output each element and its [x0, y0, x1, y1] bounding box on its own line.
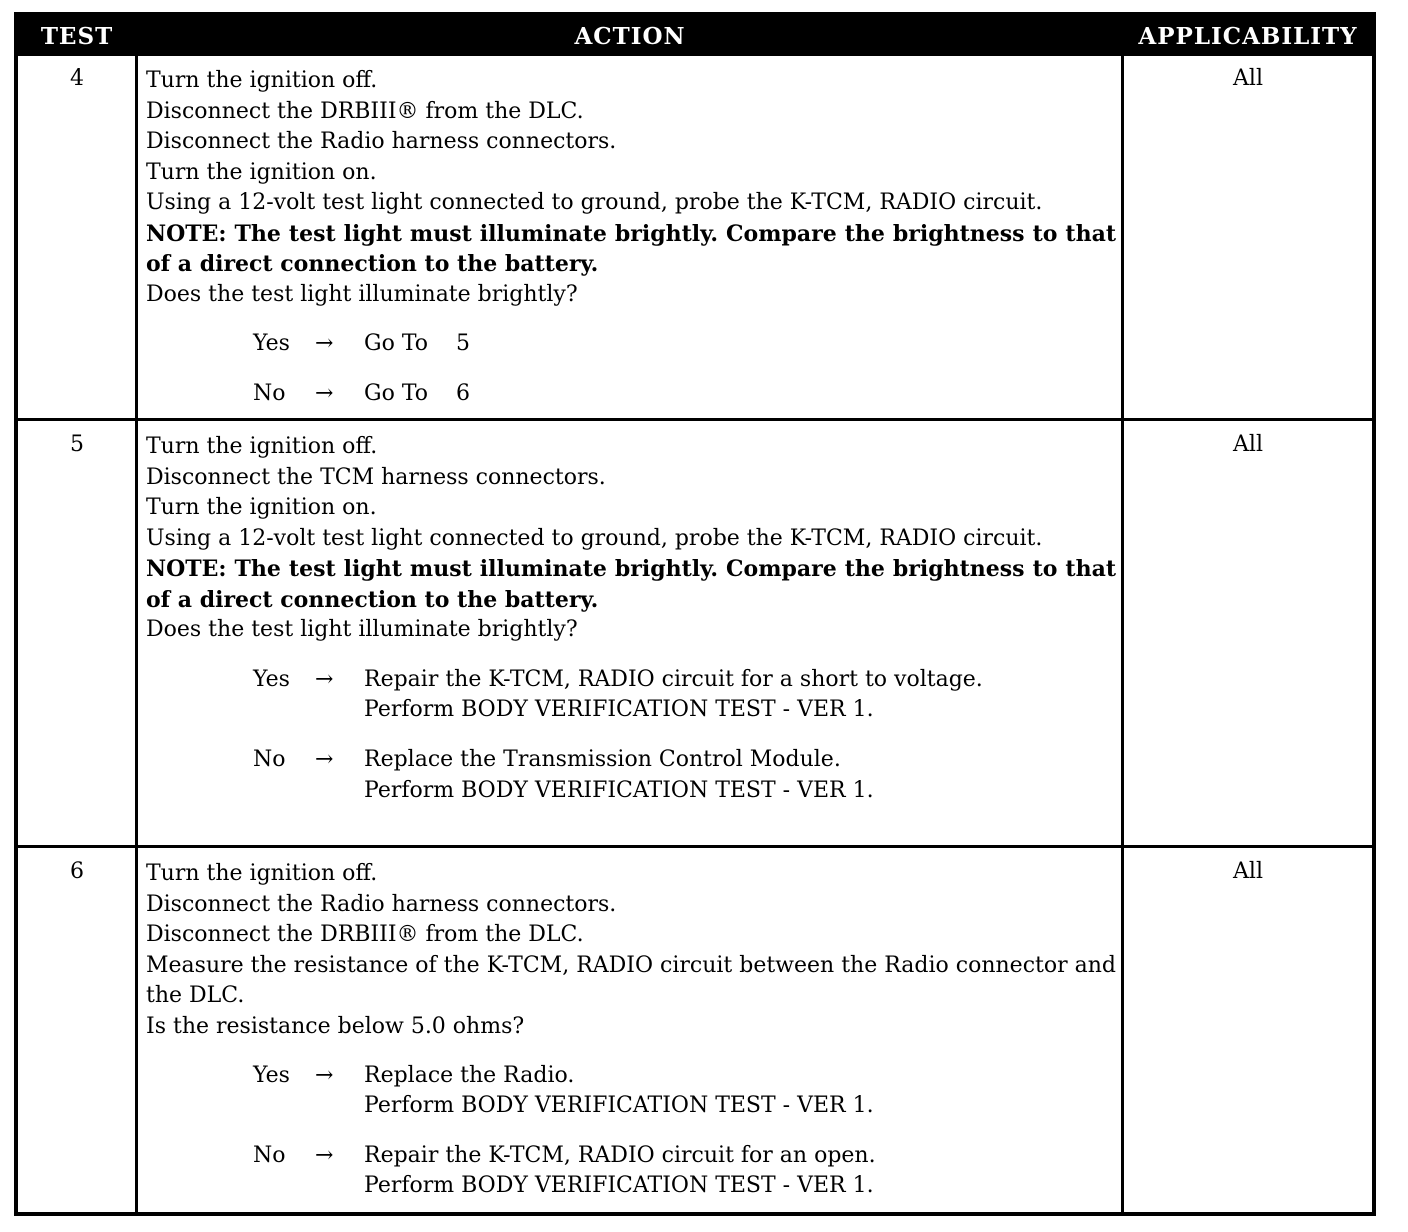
action-line: Using a 12-volt test light connected to ground, probe the K-TCM, RADIO circuit. [146, 190, 1043, 215]
action-line: Disconnect the DRBIII® from the DLC. [146, 98, 584, 124]
header-action: ACTION [574, 23, 686, 50]
goto-label: Go To [364, 381, 429, 406]
result-yes [146, 1061, 1116, 1122]
result-text: Perform BODY VERIFICATION TEST - VER 1. [364, 777, 874, 803]
applicability-value: All [1233, 859, 1263, 884]
result-text: Perform BODY VERIFICATION TEST - VER 1. [364, 696, 874, 722]
action-line: Turn the ignition off. [146, 861, 378, 886]
result-yes [146, 665, 1116, 726]
column-divider [135, 56, 138, 1216]
action-line: Disconnect the DRBIII® from the DLC. [146, 922, 584, 947]
test-number: 6 [70, 859, 84, 884]
action-line: Turn the ignition on. [146, 159, 377, 185]
result-yes-label: Yes [253, 666, 290, 692]
diagnostic-table [14, 12, 1376, 1216]
action-line: Turn the ignition off. [146, 68, 378, 93]
result-text: Replace the Transmission Control Module. [364, 746, 841, 772]
action-line: Turn the ignition on. [146, 495, 377, 520]
action-line: Turn the ignition off. [146, 434, 378, 459]
arrow-icon: → [315, 1143, 334, 1168]
test-number: 4 [70, 66, 84, 91]
row-divider [18, 845, 1372, 848]
result-text: Replace the Radio. [364, 1063, 575, 1088]
result-no-label: No [253, 746, 286, 772]
goto-label: Go To [364, 331, 429, 356]
goto-target: 5 [456, 331, 470, 356]
result-text: Repair the K-TCM, RADIO circuit for an open. [364, 1143, 876, 1168]
header-test: TEST [40, 23, 114, 50]
arrow-icon: → [315, 746, 334, 772]
result-yes-label: Yes [253, 331, 290, 356]
action-line: Disconnect the Radio harness connectors. [146, 891, 617, 917]
action-cell [146, 432, 1116, 806]
arrow-icon: → [315, 381, 334, 406]
question-text: Does the test light illuminate brightly? [146, 617, 578, 642]
action-line: Disconnect the TCM harness connectors. [146, 464, 606, 490]
result-no [146, 1141, 1116, 1202]
header-applicability: APPLICABILITY [1138, 23, 1358, 50]
result-text: Perform BODY VERIFICATION TEST - VER 1. [364, 1173, 874, 1198]
result-yes-label: Yes [253, 1063, 290, 1088]
result-no [146, 745, 1116, 806]
test-number: 5 [70, 432, 84, 457]
measurement-instruction: Measure the resistance of the K-TCM, RADIO circuit between the Radio connector and the DLC. [146, 952, 1116, 1008]
result-no [146, 379, 1116, 410]
arrow-icon: → [315, 1063, 334, 1088]
action-cell [146, 66, 1116, 410]
result-no-label: No [253, 381, 286, 406]
applicability-value: All [1233, 432, 1263, 457]
table-header [18, 16, 1372, 56]
arrow-icon: → [315, 666, 334, 692]
result-yes [146, 329, 1116, 360]
result-text: Repair the K-TCM, RADIO circuit for a short to voltage. [364, 666, 983, 692]
column-divider [1121, 56, 1124, 1216]
action-cell [146, 859, 1116, 1202]
applicability-value: All [1233, 66, 1263, 91]
action-line: Using a 12-volt test light connected to ground, probe the K-TCM, RADIO circuit. [146, 525, 1043, 551]
action-line: Disconnect the Radio harness connectors. [146, 129, 617, 154]
arrow-icon: → [315, 331, 334, 356]
note-text: NOTE: The test light must illuminate brightly. Compare the brightness to that of a direct connection to the battery. [146, 220, 1116, 277]
result-text: Perform BODY VERIFICATION TEST - VER 1. [364, 1093, 874, 1118]
row-divider [18, 418, 1372, 421]
result-no-label: No [253, 1143, 286, 1168]
goto-target: 6 [456, 381, 470, 406]
note-text: NOTE: The test light must illuminate brightly. Compare the brightness to that of a direct connection to the battery. [146, 556, 1116, 613]
question-text: Does the test light illuminate brightly? [146, 281, 578, 307]
question-text: Is the resistance below 5.0 ohms? [146, 1013, 525, 1039]
